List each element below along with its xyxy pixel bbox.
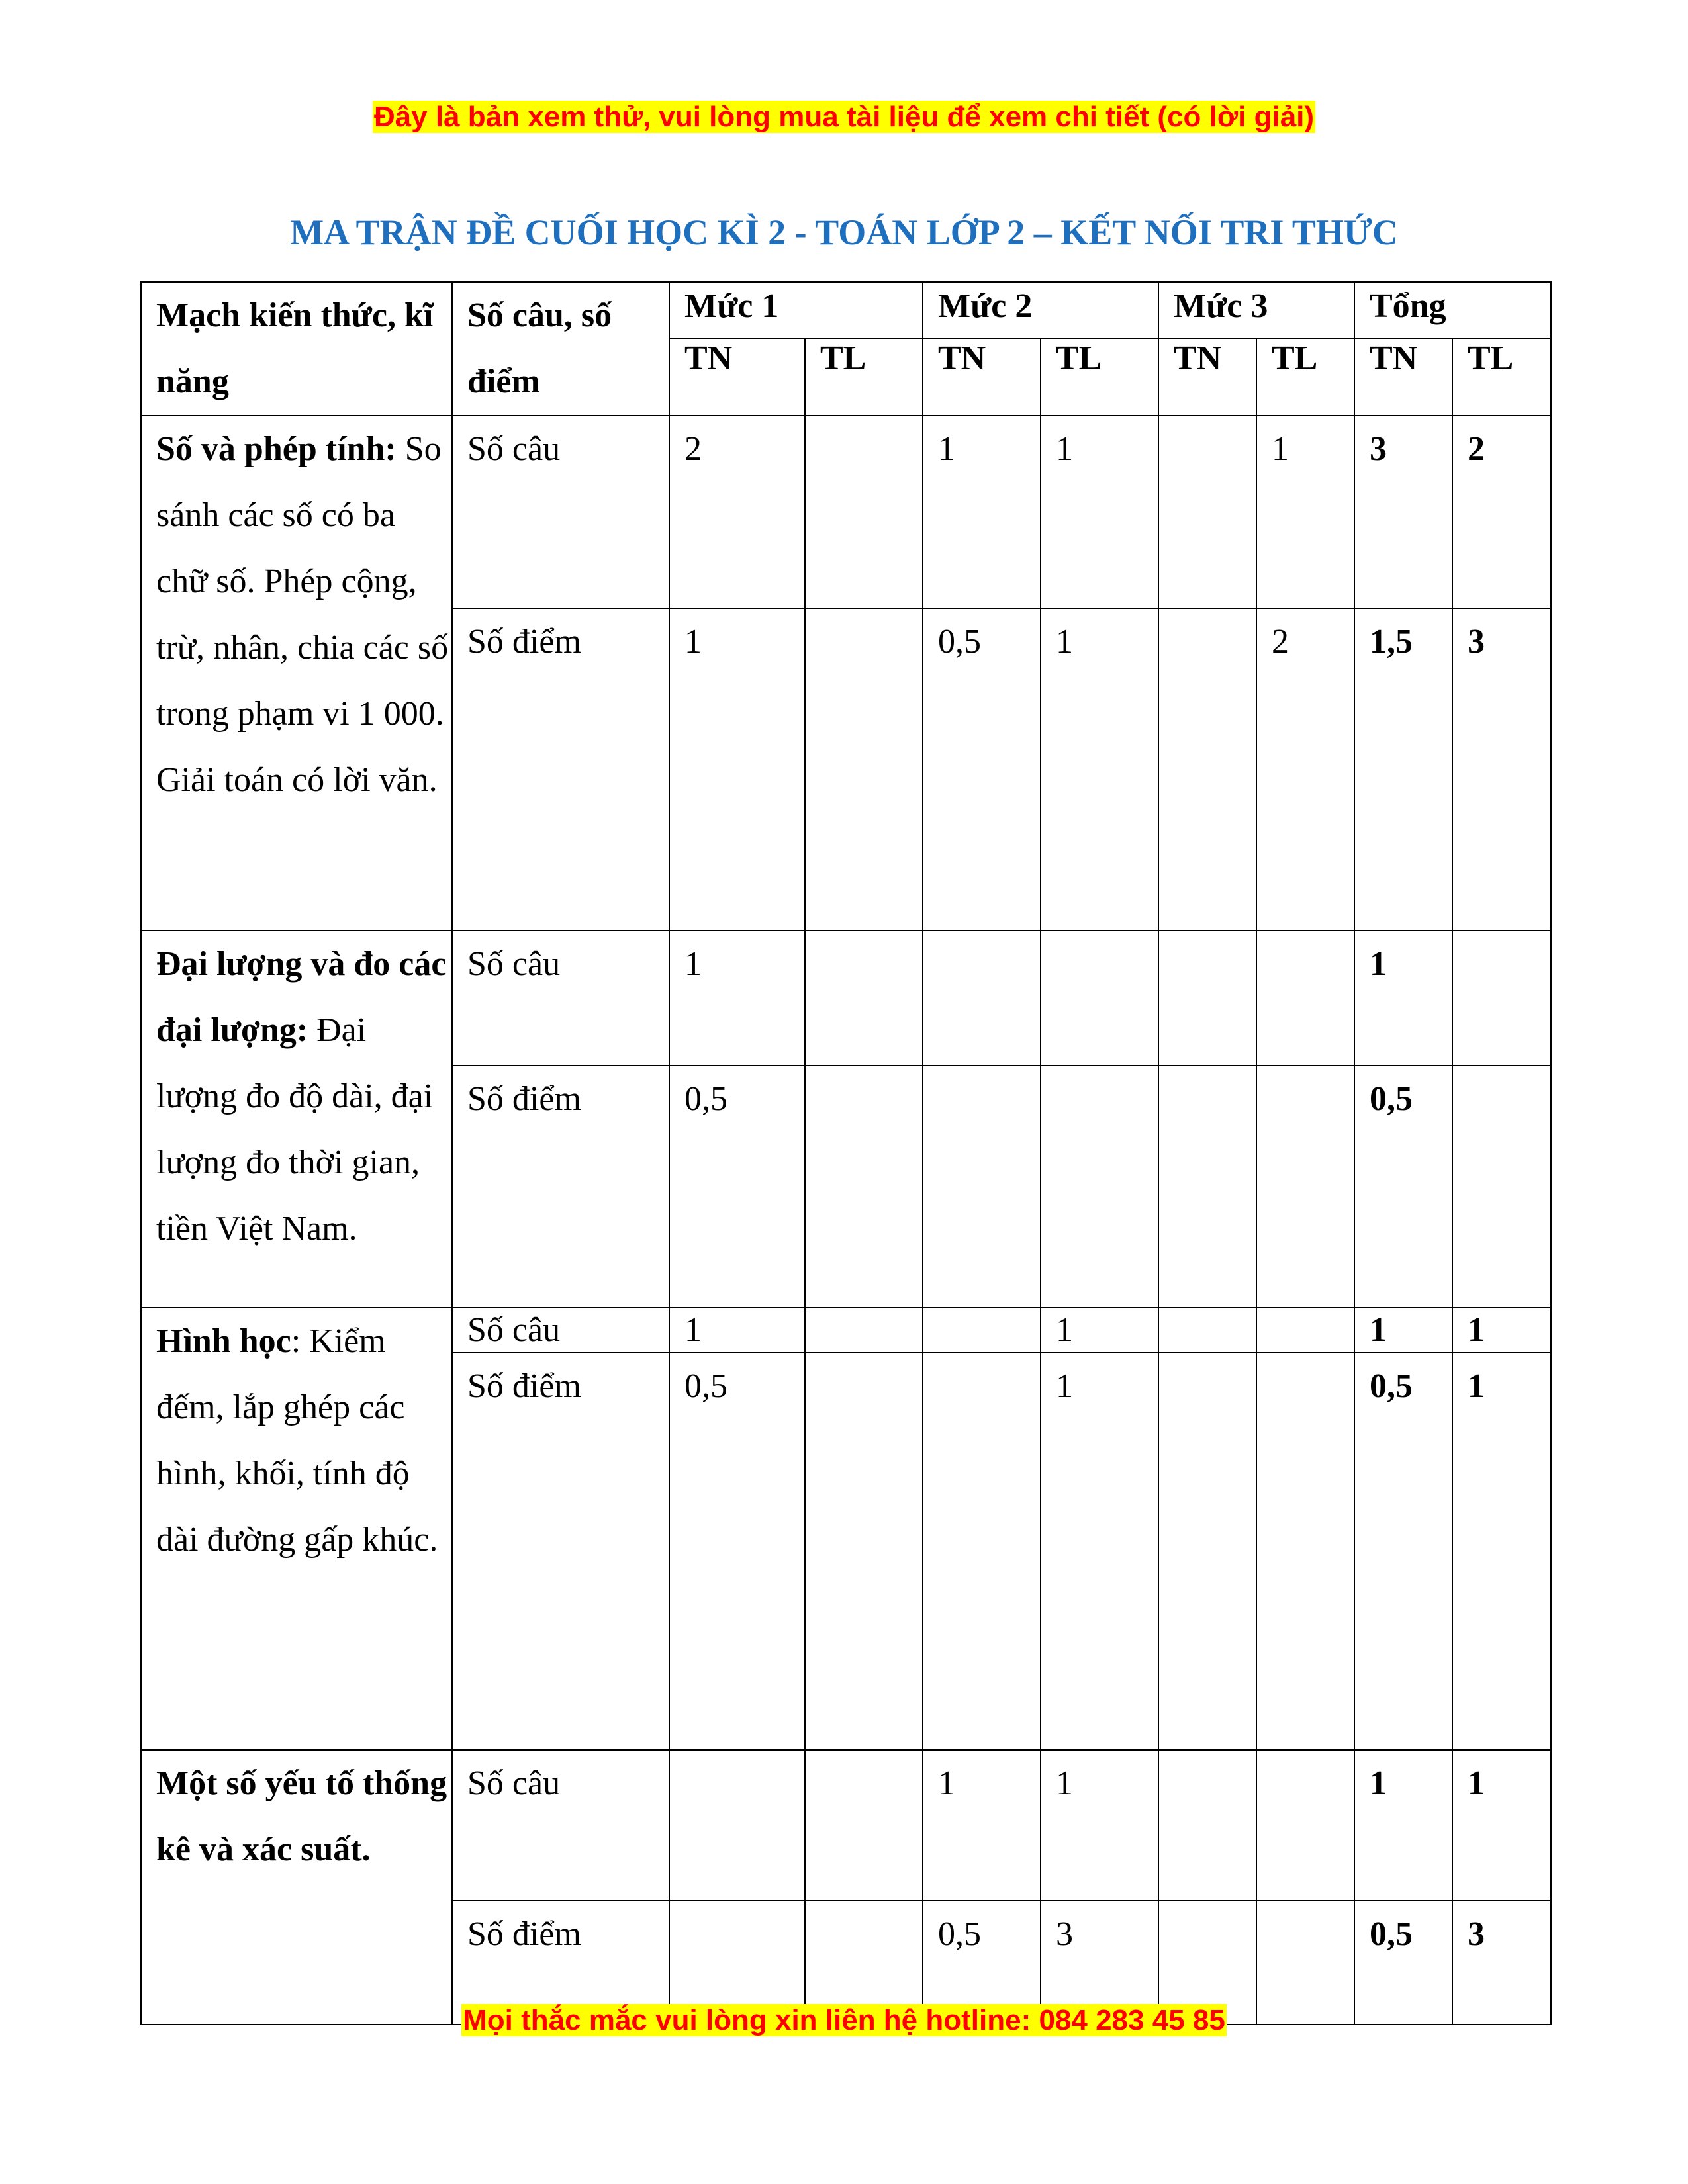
table-row bbox=[141, 931, 1551, 1066]
total-cell bbox=[1452, 931, 1551, 1066]
value-cell bbox=[805, 416, 923, 608]
measure-label: Số câu bbox=[452, 1750, 669, 1901]
table-row bbox=[141, 1750, 1551, 1901]
value-cell: 1 bbox=[1256, 416, 1354, 608]
value-cell: 1 bbox=[923, 1750, 1041, 1901]
value-cell: 1 bbox=[669, 931, 805, 1066]
total-cell: 2 bbox=[1452, 416, 1551, 608]
value-cell bbox=[1256, 931, 1354, 1066]
value-cell bbox=[1158, 1750, 1256, 1901]
header-topic: Mạch kiến thức, kĩ năng bbox=[141, 282, 452, 416]
total-cell: 1 bbox=[1452, 1353, 1551, 1750]
topic-title: Đại lượng và đo các đại lượng: bbox=[156, 945, 447, 1049]
value-cell: 2 bbox=[669, 416, 805, 608]
value-cell: 1 bbox=[669, 1308, 805, 1353]
value-cell bbox=[669, 1750, 805, 1901]
measure-label: Số điểm bbox=[452, 1901, 669, 2025]
value-cell bbox=[923, 931, 1041, 1066]
value-cell bbox=[1158, 1353, 1256, 1750]
topic-description: So sánh các số có ba chữ số. Phép cộng, trừ, nhân, chia các số trong phạm vi 1 000. Giải toán có lời văn. bbox=[156, 430, 449, 799]
subheader-tl: TL bbox=[805, 338, 923, 416]
topic-cell bbox=[141, 931, 452, 1308]
total-cell: 1 bbox=[1354, 1750, 1452, 1901]
value-cell bbox=[923, 1353, 1041, 1750]
total-cell: 1 bbox=[1354, 1308, 1452, 1353]
topic-cell bbox=[141, 1750, 452, 2025]
topic-description: : Kiểm đếm, lắp ghép các hình, khối, tính độ dài đường gấp khúc. bbox=[156, 1322, 438, 1559]
subheader-tl: TL bbox=[1452, 338, 1551, 416]
subheader-tl: TL bbox=[1041, 338, 1158, 416]
value-cell bbox=[923, 1308, 1041, 1353]
total-cell: 1 bbox=[1452, 1750, 1551, 1901]
total-cell: 0,5 bbox=[1354, 1901, 1452, 2025]
header-level-3: Mức 3 bbox=[1158, 282, 1354, 338]
subheader-tn: TN bbox=[923, 338, 1041, 416]
subheader-tn: TN bbox=[669, 338, 805, 416]
table-row bbox=[141, 1308, 1551, 1353]
topic-cell bbox=[141, 1308, 452, 1750]
total-cell: 1 bbox=[1354, 931, 1452, 1066]
total-cell bbox=[1452, 1066, 1551, 1308]
total-cell: 1,5 bbox=[1354, 608, 1452, 931]
value-cell bbox=[923, 1066, 1041, 1308]
measure-label: Số điểm bbox=[452, 1353, 669, 1750]
topic-description: Đại lượng đo độ dài, đại lượng đo thời gian, tiền Việt Nam. bbox=[156, 1011, 434, 1248]
value-cell: 1 bbox=[923, 416, 1041, 608]
subheader-tl: TL bbox=[1256, 338, 1354, 416]
value-cell: 1 bbox=[1041, 1353, 1158, 1750]
value-cell: 0,5 bbox=[669, 1066, 805, 1308]
value-cell: 1 bbox=[669, 608, 805, 931]
value-cell: 3 bbox=[1041, 1901, 1158, 2025]
subheader-tn: TN bbox=[1354, 338, 1452, 416]
value-cell: 1 bbox=[1041, 608, 1158, 931]
measure-label: Số điểm bbox=[452, 608, 669, 931]
total-cell: 3 bbox=[1452, 1901, 1551, 2025]
matrix-table bbox=[140, 281, 1552, 2025]
hotline-notice-text: Mọi thắc mắc vui lòng xin liên hệ hotline: 084 283 45 85 bbox=[463, 2004, 1225, 2036]
value-cell bbox=[1158, 931, 1256, 1066]
total-cell: 3 bbox=[1452, 608, 1551, 931]
value-cell bbox=[805, 931, 923, 1066]
value-cell bbox=[1158, 1066, 1256, 1308]
header-total: Tổng bbox=[1354, 282, 1551, 338]
total-cell: 1 bbox=[1452, 1308, 1551, 1353]
header-level-1: Mức 1 bbox=[669, 282, 923, 338]
value-cell: 1 bbox=[1041, 1750, 1158, 1901]
value-cell bbox=[805, 1750, 923, 1901]
total-cell: 3 bbox=[1354, 416, 1452, 608]
total-cell: 0,5 bbox=[1354, 1066, 1452, 1308]
value-cell bbox=[805, 1066, 923, 1308]
header-measure: Số câu, số điểm bbox=[452, 282, 669, 416]
header-level-2: Mức 2 bbox=[923, 282, 1158, 338]
topic-cell bbox=[141, 416, 452, 931]
measure-label: Số câu bbox=[452, 1308, 669, 1353]
value-cell bbox=[805, 1308, 923, 1353]
value-cell: 2 bbox=[1256, 608, 1354, 931]
value-cell: 0,5 bbox=[923, 608, 1041, 931]
measure-label: Số câu bbox=[452, 416, 669, 608]
header-row bbox=[141, 282, 1551, 338]
subheader-tn: TN bbox=[1158, 338, 1256, 416]
value-cell bbox=[1041, 1066, 1158, 1308]
topic-title: Hình học bbox=[156, 1322, 291, 1360]
measure-label: Số câu bbox=[452, 931, 669, 1066]
value-cell bbox=[1256, 1308, 1354, 1353]
value-cell: 0,5 bbox=[669, 1353, 805, 1750]
topic-title: Một số yếu tố thống kê và xác suất. bbox=[156, 1764, 447, 1868]
value-cell bbox=[805, 1353, 923, 1750]
value-cell: 1 bbox=[1041, 1308, 1158, 1353]
page-title: MA TRẬN ĐỀ CUỐI HỌC KÌ 2 - TOÁN LỚP 2 – KẾT NỐI TRI THỨC bbox=[290, 212, 1398, 252]
value-cell bbox=[1158, 416, 1256, 608]
total-cell: 0,5 bbox=[1354, 1353, 1452, 1750]
table-row bbox=[141, 416, 1551, 608]
value-cell: 0,5 bbox=[923, 1901, 1041, 2025]
hotline-notice bbox=[0, 2004, 1688, 2037]
preview-notice-text: Đây là bản xem thử, vui lòng mua tài liệu để xem chi tiết (có lời giải) bbox=[373, 101, 1315, 133]
value-cell bbox=[1256, 1750, 1354, 1901]
value-cell bbox=[1256, 1353, 1354, 1750]
value-cell bbox=[1041, 931, 1158, 1066]
value-cell bbox=[1158, 608, 1256, 931]
value-cell: 1 bbox=[1041, 416, 1158, 608]
measure-label: Số điểm bbox=[452, 1066, 669, 1308]
value-cell bbox=[1158, 1308, 1256, 1353]
value-cell bbox=[1256, 1066, 1354, 1308]
value-cell bbox=[805, 608, 923, 931]
preview-notice bbox=[0, 101, 1688, 134]
topic-title: Số và phép tính: bbox=[156, 430, 397, 468]
